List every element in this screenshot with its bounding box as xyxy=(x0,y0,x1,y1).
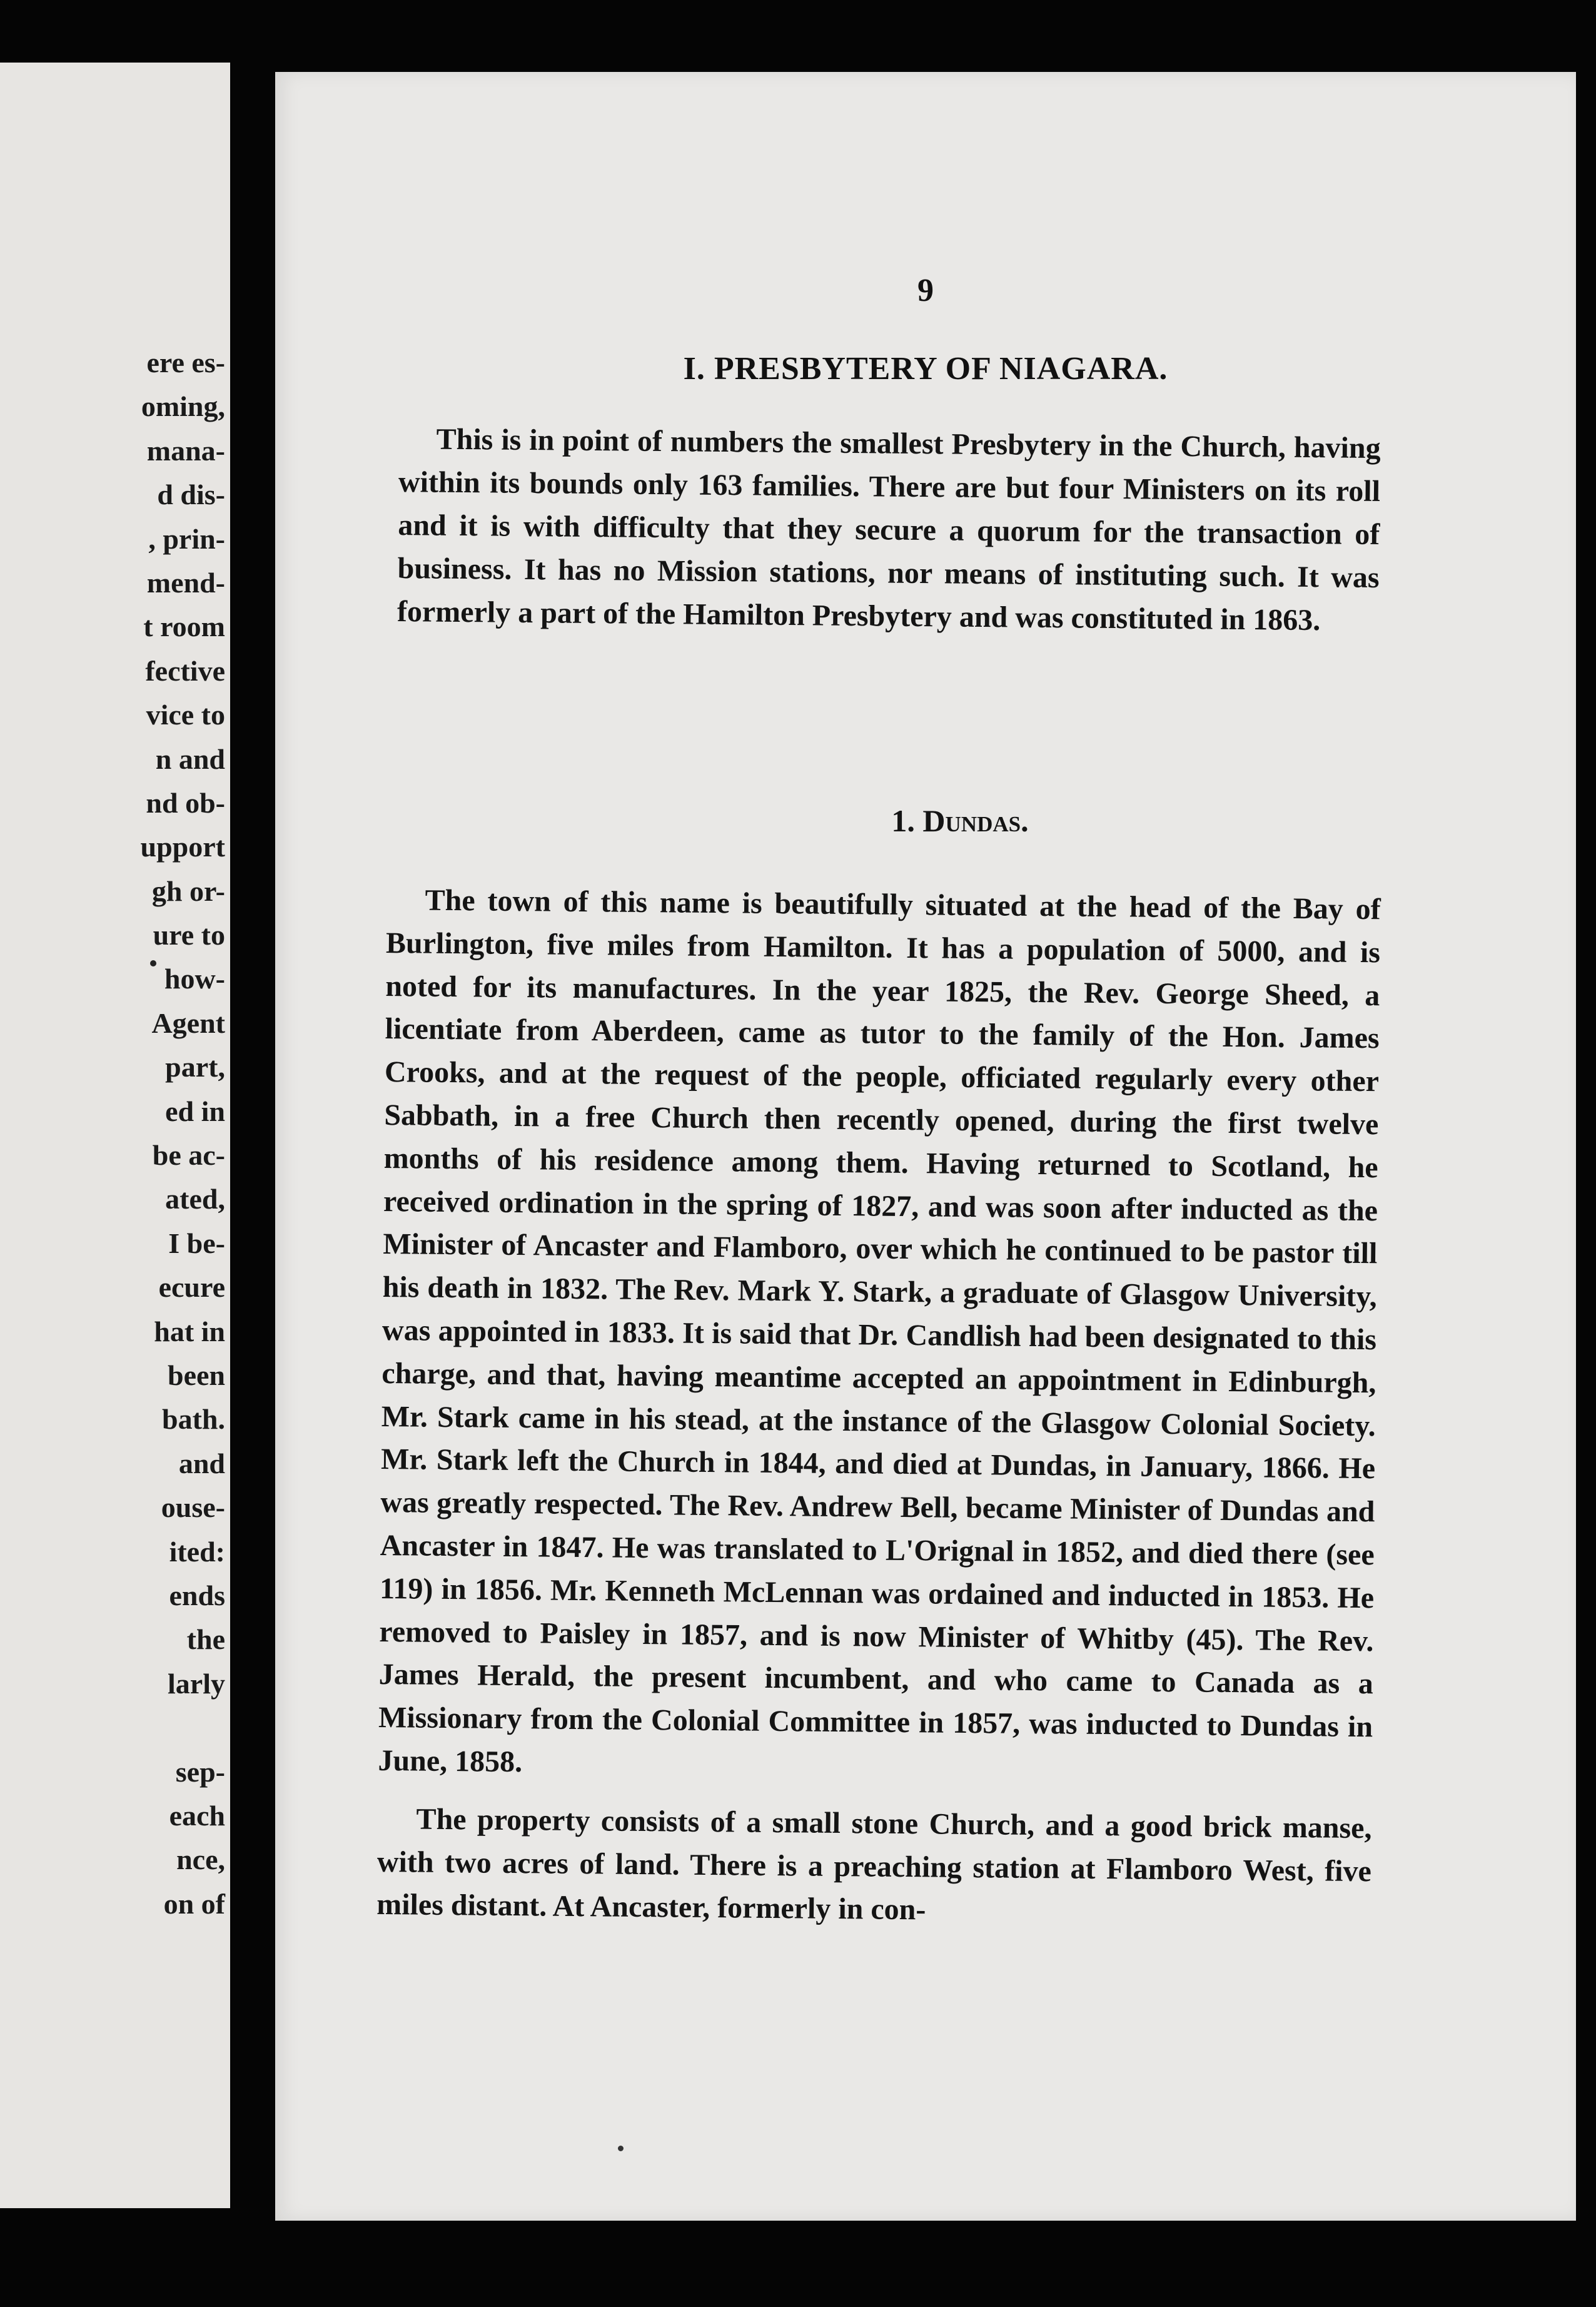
paragraph: The town of this name is beautifully situated at the head of the Bay of Burlington, five miles from Hamilton. It has a population of 5000, and is noted for its manufactures. In the year 1825, the Rev. George Sheed, a licentiate from Aberdeen, came as tutor to the family of the Hon. James Crooks, and at the request of the people, officiated regularly every other Sabbath, in a free Church then recently opened, during the first twelve months of his residence among them. Having returned to Scotland, he received ordination in the spring of 1827, and was soon after inducted as the Minister of Ancaster and Flamboro, over which he continued to be pastor till his death in 1832. The Rev. Mark Y. Stark, a graduate of Glasgow University, was appointed in 1833. It is said that Dr. Candlish had been designated to this charge, and that, having meantime accepted an appointment in Edinburgh, Mr. Stark came in his stead, at the instance of the Glasgow Colonial Society. Mr. Stark left the Church in 1844, and died at Dundas, in January, 1866. He was greatly respected. The Rev. Andrew Bell, became Minister of Dundas and Ancaster in 1847. He was translated to L'Orignal in 1852, and died there (see 119) in 1856. Mr. Kenneth McLennan was ordained and inducted in 1853. He removed to Paisley in 1857, and is now Minister of Whitby (45). The Rev. James Herald, the present incumbent, and who came to Canada as a Missionary from the Colonial Committee in 1857, was inducted to Dundas in June, 1858. xyxy=(378,883,1381,1779)
left-line: be ac- xyxy=(152,1139,225,1172)
left-line: how- xyxy=(164,963,225,995)
left-line: larly xyxy=(168,1667,225,1700)
left-line: each xyxy=(169,1799,225,1832)
left-line: upport xyxy=(140,831,225,863)
left-line: d dis- xyxy=(157,479,225,511)
body-text xyxy=(376,879,1381,1951)
left-line: on of xyxy=(163,1887,225,1920)
left-line: mend- xyxy=(146,566,225,599)
left-line: ated, xyxy=(165,1183,225,1215)
left-line: ure to xyxy=(153,919,225,951)
intro-paragraph: This is in point of numbers the smallest Presbytery in the Church, having within its bounds only 163 families. There are but four Ministers on its roll and it is with difficulty that they secure a quorum for the transaction of business. It has no Mission stations, nor means of instituting such. It was formerly a part of the Hamilton Presbytery and was constituted in 1863. xyxy=(396,422,1381,637)
left-line: mana- xyxy=(146,434,225,467)
left-line: sep- xyxy=(175,1755,225,1788)
left-line: bath. xyxy=(162,1403,225,1436)
left-line: part, xyxy=(165,1051,225,1083)
left-line: n and xyxy=(155,743,225,775)
section-title: I. PRESBYTERY OF NIAGARA. xyxy=(683,351,1168,387)
left-page xyxy=(0,63,230,2208)
left-line: the xyxy=(186,1623,225,1656)
ink-speck xyxy=(618,2146,624,2151)
left-line: and xyxy=(178,1447,225,1479)
left-page-text xyxy=(141,341,225,1926)
left-line: ecure xyxy=(158,1271,225,1304)
ink-speck xyxy=(150,960,156,966)
left-line: nd ob- xyxy=(146,786,225,819)
left-line: t room xyxy=(143,611,225,643)
left-line: hat in xyxy=(154,1315,225,1347)
left-line: fective xyxy=(145,654,225,687)
left-line: Agent xyxy=(151,1006,225,1039)
left-line: ouse- xyxy=(161,1491,225,1524)
left-line: , prin- xyxy=(148,522,225,555)
left-line: vice to xyxy=(146,699,225,731)
left-line: ends xyxy=(169,1579,225,1611)
left-line-gap xyxy=(141,1706,225,1750)
left-line: nce, xyxy=(176,1843,225,1876)
right-page xyxy=(275,72,1576,2221)
left-line: ited: xyxy=(169,1535,225,1568)
left-line: gh or- xyxy=(151,875,225,907)
left-line: oming, xyxy=(141,390,225,423)
left-line: ere es- xyxy=(146,347,225,378)
page-number: 9 xyxy=(917,273,934,308)
left-line: ed in xyxy=(165,1095,225,1127)
left-line: been xyxy=(168,1359,225,1391)
paragraph: The property consists of a small stone Church, and a good brick manse, with two acres of land. There is a preaching station at Flamboro West, five miles distant. At Ancaster, formerly in con- xyxy=(376,1802,1372,1927)
left-line: I be- xyxy=(168,1227,225,1259)
subsection-title: 1. Dundas. xyxy=(891,803,1029,838)
